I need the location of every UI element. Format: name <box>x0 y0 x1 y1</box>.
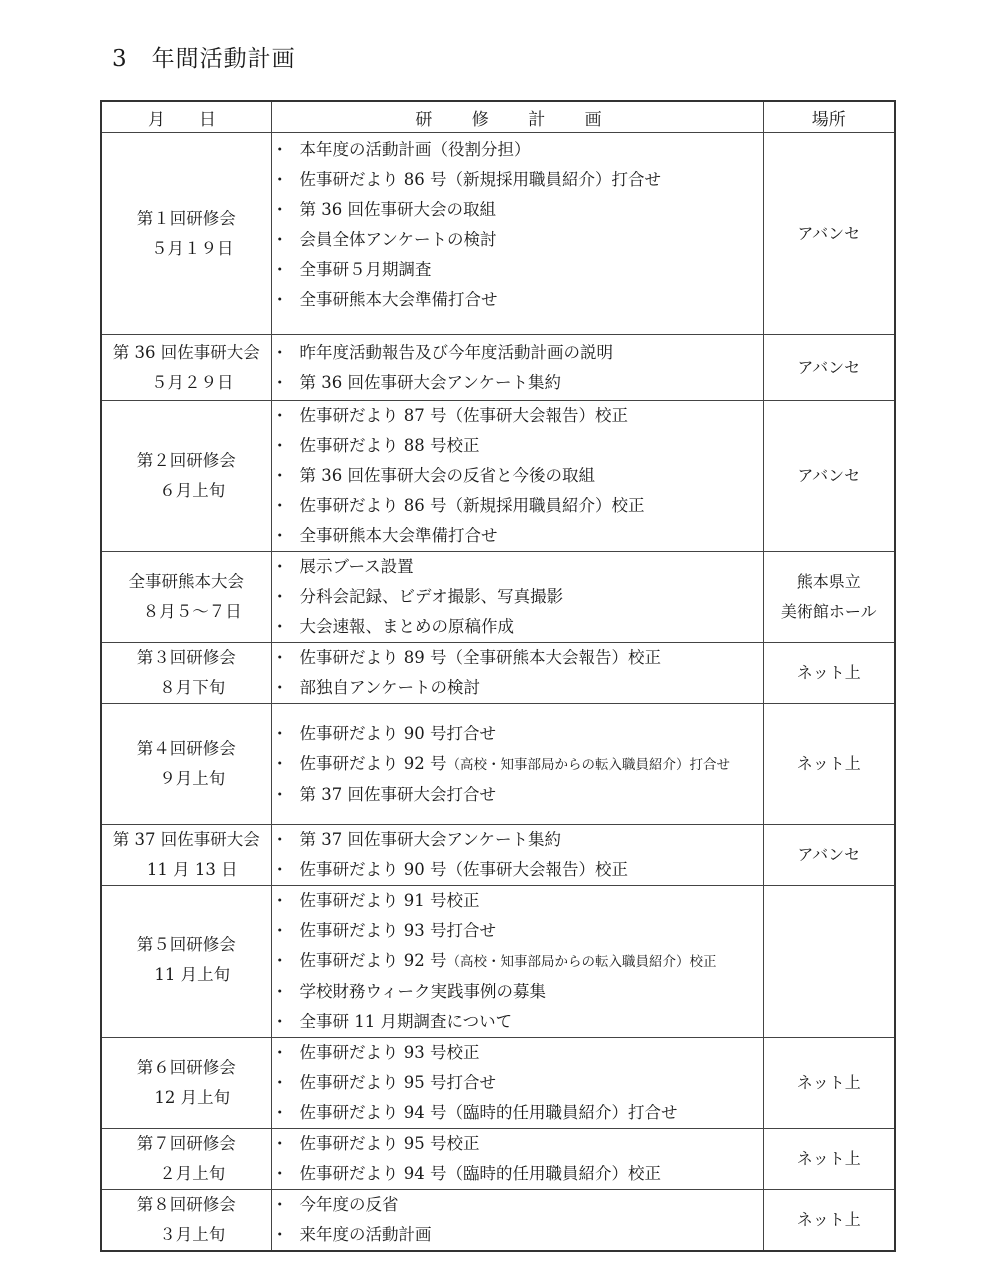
plan-item-note: （高校・知事部局からの転入職員紹介）打合せ <box>446 756 730 773</box>
plan-item-list <box>272 1190 763 1250</box>
event-date: ３月上旬 <box>159 1225 226 1244</box>
plan-cell <box>271 133 763 335</box>
table-row <box>101 825 895 886</box>
date-cell <box>101 552 271 643</box>
place-cell <box>763 643 895 704</box>
plan-item-list <box>272 825 763 885</box>
plan-item-list <box>272 1038 763 1128</box>
plan-item: ・ 佐事研だより 88 号校正 <box>272 431 763 461</box>
place-name: ネット上 <box>796 754 861 773</box>
plan-item: ・ 全事研 11 月期調査について <box>272 1007 763 1037</box>
plan-item: ・ 会員全体アンケートの検討 <box>272 225 763 255</box>
plan-item-list <box>272 401 763 551</box>
event-name: 全事研熊本大会 <box>128 572 244 591</box>
date-cell <box>101 401 271 552</box>
plan-item: ・ 分科会記録、ビデオ撮影、写真撮影 <box>272 582 763 612</box>
place-name: ネット上 <box>796 1073 861 1092</box>
place-cell <box>763 825 895 886</box>
event-name: 第８回研修会 <box>136 1195 236 1214</box>
plan-item: ・ 全事研熊本大会準備打合せ <box>272 521 763 551</box>
plan-cell <box>271 1129 763 1190</box>
place-cell <box>763 133 895 335</box>
plan-item: ・ 佐事研だより 94 号（臨時的任用職員紹介）校正 <box>272 1159 763 1189</box>
date-cell <box>101 704 271 825</box>
table-row <box>101 886 895 1038</box>
event-date: ５月２９日 <box>151 372 234 392</box>
place-cell <box>763 401 895 552</box>
plan-item: ・ 佐事研だより 86 号（新規採用職員紹介）校正 <box>272 491 763 521</box>
event-date: 12 月上旬 <box>154 1088 231 1107</box>
place-name: 熊本県立 <box>796 572 861 591</box>
page-title: 3 年間活動計画 <box>112 46 296 72</box>
plan-item-list <box>272 1129 763 1189</box>
event-date: 11 月 13 日 <box>146 860 238 879</box>
plan-item: ・ 佐事研だより 90 号（佐事研大会報告）校正 <box>272 855 763 885</box>
plan-item: ・ 第 36 回佐事研大会の反省と今後の取組 <box>272 461 763 491</box>
place-name: ネット上 <box>796 1149 861 1168</box>
date-cell <box>101 1038 271 1129</box>
place-cell <box>763 886 895 1038</box>
place-name: アバンセ <box>797 466 861 485</box>
plan-cell <box>271 401 763 552</box>
plan-item: ・ 佐事研だより 94 号（臨時的任用職員紹介）打合せ <box>272 1098 763 1128</box>
place-cell <box>763 1190 895 1252</box>
plan-item-note: （高校・知事部局からの転入職員紹介）校正 <box>446 954 717 970</box>
date-cell <box>101 825 271 886</box>
plan-item-list <box>272 338 763 398</box>
table-row <box>101 401 895 552</box>
event-date: ９月上旬 <box>159 769 226 788</box>
place-name-line2: 美術館ホール <box>780 602 877 621</box>
place-cell <box>763 335 895 401</box>
date-cell <box>101 643 271 704</box>
plan-item: ・ 佐事研だより 86 号（新規採用職員紹介）打合せ <box>272 165 763 195</box>
plan-item <box>272 749 763 780</box>
event-name: 第 36 回佐事研大会 <box>112 342 260 362</box>
plan-cell <box>271 552 763 643</box>
header-place: 場所 <box>763 101 895 133</box>
event-name: 第６回研修会 <box>136 1058 236 1077</box>
place-name: アバンセ <box>797 845 861 864</box>
plan-item <box>272 946 763 977</box>
plan-item: ・ 佐事研だより 90 号打合せ <box>272 719 763 749</box>
plan-item: ・ 第 36 回佐事研大会の取組 <box>272 195 763 225</box>
event-date: ６月上旬 <box>159 481 226 500</box>
header-date: 月 日 <box>101 101 271 133</box>
plan-item: ・ 佐事研だより 95 号校正 <box>272 1129 763 1159</box>
event-date: ８月下旬 <box>159 678 226 697</box>
table-row <box>101 552 895 643</box>
plan-item-list <box>272 886 763 1037</box>
event-name: 第１回研修会 <box>136 208 236 228</box>
table-row <box>101 335 895 401</box>
event-name: 第 37 回佐事研大会 <box>112 830 260 849</box>
date-cell <box>101 133 271 335</box>
place-name: アバンセ <box>797 223 861 243</box>
date-cell <box>101 886 271 1038</box>
plan-item: ・ 佐事研だより 91 号校正 <box>272 886 763 916</box>
place-name: ネット上 <box>796 663 861 682</box>
table-row <box>101 1190 895 1252</box>
date-cell <box>101 1129 271 1190</box>
plan-item: ・ 佐事研だより 93 号打合せ <box>272 916 763 946</box>
plan-item: ・ 佐事研だより 89 号（全事研熊本大会報告）校正 <box>272 643 763 673</box>
plan-item: ・ 佐事研だより 95 号打合せ <box>272 1068 763 1098</box>
plan-cell <box>271 825 763 886</box>
plan-item: ・ 第 37 回佐事研大会アンケート集約 <box>272 825 763 855</box>
plan-item: ・ 第 37 回佐事研大会打合せ <box>272 780 763 810</box>
plan-item: ・ 来年度の活動計画 <box>272 1220 763 1250</box>
place-cell <box>763 1129 895 1190</box>
plan-item: ・ 本年度の活動計画（役割分担） <box>272 135 763 165</box>
event-name: 第７回研修会 <box>136 1134 236 1153</box>
plan-item: ・ 昨年度活動報告及び今年度活動計画の説明 <box>272 338 763 368</box>
plan-item-main: 佐事研だより 92 号 <box>299 753 447 773</box>
event-date: ５月１９日 <box>151 238 234 258</box>
header-plan: 研 修 計 画 <box>271 101 763 133</box>
table-row <box>101 1038 895 1129</box>
table-row <box>101 704 895 825</box>
plan-item: ・ 学校財務ウィーク実践事例の募集 <box>272 977 763 1007</box>
place-cell <box>763 704 895 825</box>
event-date: ２月上旬 <box>159 1164 226 1183</box>
table-row <box>101 1129 895 1190</box>
plan-item: ・ 大会速報、まとめの原稿作成 <box>272 612 763 642</box>
plan-cell <box>271 704 763 825</box>
plan-item-list <box>272 552 763 642</box>
place-name: ネット上 <box>796 1210 861 1229</box>
plan-item: ・ 第 36 回佐事研大会アンケート集約 <box>272 368 763 398</box>
event-name: 第５回研修会 <box>136 935 236 954</box>
plan-cell <box>271 886 763 1038</box>
plan-item: ・ 部独自アンケートの検討 <box>272 673 763 703</box>
plan-cell <box>271 335 763 401</box>
place-cell <box>763 1038 895 1129</box>
event-date: ８月５～７日 <box>142 602 242 621</box>
table-header-row <box>101 101 895 133</box>
plan-item-main: 佐事研だより 92 号 <box>299 951 447 970</box>
plan-cell <box>271 1038 763 1129</box>
place-cell <box>763 552 895 643</box>
date-cell <box>101 335 271 401</box>
plan-item: ・ 佐事研だより 93 号校正 <box>272 1038 763 1068</box>
event-date: 11 月上旬 <box>154 965 231 984</box>
plan-item: ・ 全事研５月期調査 <box>272 255 763 285</box>
plan-item: ・ 今年度の反省 <box>272 1190 763 1220</box>
table-row <box>101 133 895 335</box>
place-name: アバンセ <box>797 357 861 377</box>
plan-item: ・ 佐事研だより 87 号（佐事研大会報告）校正 <box>272 401 763 431</box>
plan-item-list <box>272 719 763 810</box>
date-cell <box>101 1190 271 1252</box>
plan-item: ・ 全事研熊本大会準備打合せ <box>272 285 763 315</box>
plan-item-list <box>272 643 763 703</box>
event-name: 第４回研修会 <box>136 739 236 758</box>
plan-cell <box>271 1190 763 1252</box>
event-name: 第２回研修会 <box>136 451 236 470</box>
event-name: 第３回研修会 <box>136 648 236 667</box>
annual-plan-table <box>100 100 896 1252</box>
plan-cell <box>271 643 763 704</box>
table-row <box>101 643 895 704</box>
plan-item: ・ 展示ブース設置 <box>272 552 763 582</box>
plan-item-list <box>272 135 763 315</box>
